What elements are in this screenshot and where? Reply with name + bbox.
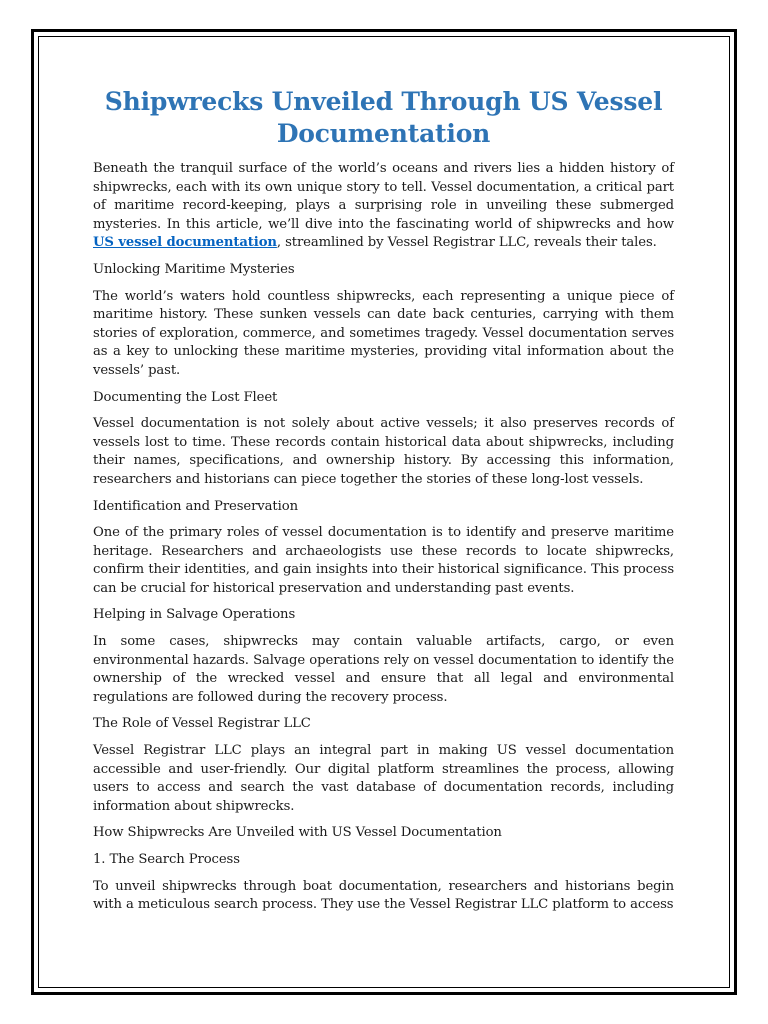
document-title: Shipwrecks Unveiled Through US Vessel Documentation [104, 87, 663, 148]
section-body-identification: One of the primary roles of vessel documentation is to identify and preserve maritime heritage. Researchers and archaeologists use these records to locate shipwrecks, confirm their identities, and gain insights into their historical significance. This process can be crucial for historical preservation and understanding past events. [93, 525, 674, 596]
section-heading-registrar: The Role of Vessel Registrar LLC [93, 716, 311, 732]
section-body-lost-fleet: Vessel documentation is not solely about active vessels; it also preserves records of vessels lost to time. These records contain historical data about shipwrecks, including their names, specifications, and ownership history. By accessing this information, researchers and historians can piece together the stories of these long-lost vessels. [93, 416, 674, 487]
section-body-registrar: Vessel Registrar LLC plays an integral part in making US vessel documentation accessible and user-friendly. Our digital platform streamlines the process, allowing users to access and search the vast database of documentation records, including information about shipwrecks. [93, 743, 674, 814]
search-process-heading: 1. The Search Process [93, 852, 240, 867]
subsection-heading-unveiled: How Shipwrecks Are Unveiled with US Vessel Documentation [93, 825, 502, 841]
document-content [93, 86, 674, 923]
section-body-unlocking: The world’s waters hold countless shipwrecks, each representing a unique piece of maritime history. These sunken vessels can date back centuries, carrying with them stories of exploration, commerce, and sometimes tragedy. Vessel documentation serves as a key to unlocking these maritime mysteries, providing vital information about the vessels’ past. [93, 288, 674, 378]
intro-text-after-link: , streamlined by Vessel Registrar LLC, reveals their tales. [276, 235, 657, 251]
section-body-salvage: In some cases, shipwrecks may contain valuable artifacts, cargo, or even environmental hazards. Salvage operations rely on vessel documentation to identify the ownership of the wrecked vessel and ensure that all legal and environmental regulations are followed during the recovery process. [93, 634, 674, 705]
section-heading-salvage: Helping in Salvage Operations [93, 607, 296, 623]
section-heading-unlocking: Unlocking Maritime Mysteries [93, 261, 295, 277]
search-process-body: To unveil shipwrecks through boat documentation, researchers and historians begin with a meticulous search process. They use the Vessel Registrar LLC platform to access [93, 878, 674, 913]
us-vessel-documentation-link[interactable]: US vessel documentation [93, 235, 277, 251]
intro-paragraph [93, 160, 674, 253]
section-heading-identification: Identification and Preservation [93, 498, 298, 514]
intro-text-before-link: Beneath the tranquil surface of the world’s oceans and rivers lies a hidden history of shipwrecks, each with its own unique story to tell. Vessel documentation, a critical part of maritime record-keeping, plays a surprising role in unveiling these submerged mysteries. In this article, we’ll dive into the fascinating world of shipwrecks and how [93, 161, 674, 232]
section-heading-lost-fleet: Documenting the Lost Fleet [93, 389, 278, 405]
